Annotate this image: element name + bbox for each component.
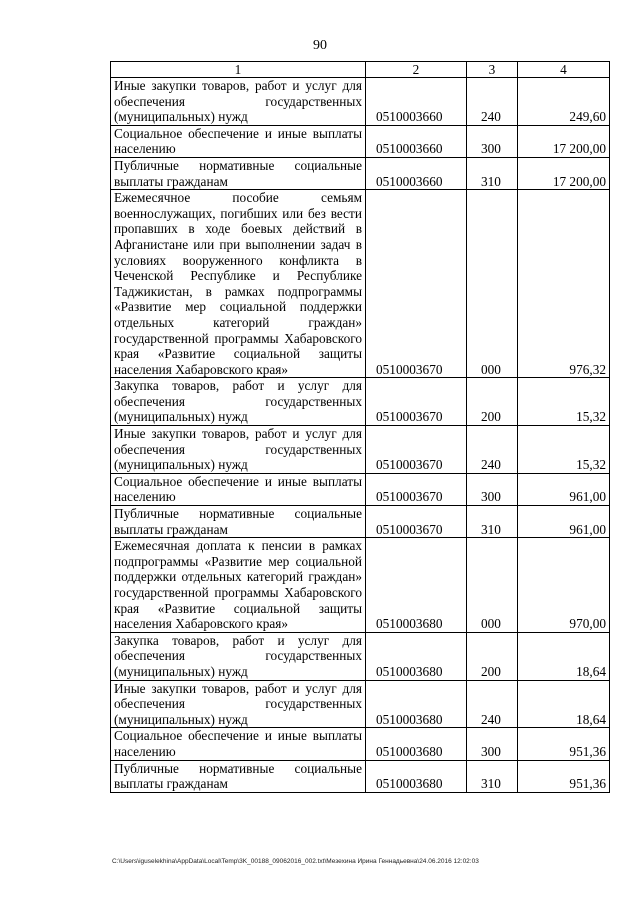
table-row <box>111 473 610 505</box>
row-sum-cell: 961,00 <box>518 506 610 538</box>
row-name-cell: Публичные нормативные социальные выплаты гражданам <box>111 506 366 538</box>
row-type-cell: 240 <box>467 426 518 474</box>
row-type-cell: 200 <box>467 632 518 680</box>
row-sum-cell: 976,32 <box>518 190 610 378</box>
row-sum-cell: 951,36 <box>518 760 610 792</box>
row-name-cell: Иные закупки товаров, работ и услуг для обеспечения государственных (муниципальных) нужд <box>111 426 366 474</box>
row-type-cell: 300 <box>467 125 518 157</box>
row-name-cell: Закупка товаров, работ и услуг для обеспечения государственных (муниципальных) нужд <box>111 632 366 680</box>
row-code-cell: 0510003670 <box>366 473 467 505</box>
header-col-4: 4 <box>518 62 610 78</box>
row-sum-cell: 249,60 <box>518 78 610 126</box>
row-type-cell: 000 <box>467 190 518 378</box>
table-row <box>111 190 610 378</box>
row-sum-cell: 17 200,00 <box>518 125 610 157</box>
header-col-1: 1 <box>111 62 366 78</box>
row-code-cell: 0510003670 <box>366 378 467 426</box>
row-type-cell: 000 <box>467 538 518 633</box>
row-code-cell: 0510003680 <box>366 760 467 792</box>
row-sum-cell: 15,32 <box>518 426 610 474</box>
page-number: 90 <box>313 38 327 53</box>
row-name-cell: Иные закупки товаров, работ и услуг для обеспечения государственных (муниципальных) нужд <box>111 78 366 126</box>
row-type-cell: 240 <box>467 78 518 126</box>
row-code-cell: 0510003660 <box>366 157 467 189</box>
row-type-cell: 310 <box>467 760 518 792</box>
row-name-cell: Социальное обеспечение и иные выплаты населению <box>111 728 366 760</box>
row-code-cell: 0510003660 <box>366 125 467 157</box>
row-name-cell: Закупка товаров, работ и услуг для обеспечения государственных (муниципальных) нужд <box>111 378 366 426</box>
header-col-3: 3 <box>467 62 518 78</box>
table-row <box>111 728 610 760</box>
row-type-cell: 200 <box>467 378 518 426</box>
table-row <box>111 378 610 426</box>
row-type-cell: 300 <box>467 728 518 760</box>
row-sum-cell: 15,32 <box>518 378 610 426</box>
row-sum-cell: 18,64 <box>518 632 610 680</box>
file-path-footer: C:\Users\iguselekhina\AppData\Local\Temp\3K_00188_09062016_002.txt\Мезехина Ирина Геннадьевна\24.06.2016 12:02:03 <box>112 858 479 865</box>
table-row <box>111 680 610 728</box>
row-name-cell: Публичные нормативные социальные выплаты гражданам <box>111 157 366 189</box>
row-code-cell: 0510003680 <box>366 680 467 728</box>
table-row <box>111 125 610 157</box>
row-sum-cell: 18,64 <box>518 680 610 728</box>
row-name-cell: Ежемесячная доплата к пенсии в рамках подпрограммы «Развитие мер социальной поддержки отдельных категорий граждан» государственной программы Хабаровского края «Развитие социальной защиты населения Хабаровского края» <box>111 538 366 633</box>
row-name-cell: Социальное обеспечение и иные выплаты населению <box>111 125 366 157</box>
row-name-cell: Социальное обеспечение и иные выплаты населению <box>111 473 366 505</box>
table-row <box>111 538 610 633</box>
table-header-row <box>111 62 610 78</box>
row-code-cell: 0510003680 <box>366 538 467 633</box>
row-code-cell: 0510003660 <box>366 78 467 126</box>
header-col-2: 2 <box>366 62 467 78</box>
row-sum-cell: 961,00 <box>518 473 610 505</box>
row-sum-cell: 970,00 <box>518 538 610 633</box>
row-type-cell: 240 <box>467 680 518 728</box>
row-name-cell: Иные закупки товаров, работ и услуг для обеспечения государственных (муниципальных) нужд <box>111 680 366 728</box>
table-row <box>111 78 610 126</box>
table-row <box>111 632 610 680</box>
row-sum-cell: 17 200,00 <box>518 157 610 189</box>
row-code-cell: 0510003670 <box>366 506 467 538</box>
budget-table <box>110 61 610 793</box>
row-code-cell: 0510003670 <box>366 426 467 474</box>
table-row <box>111 760 610 792</box>
row-code-cell: 0510003670 <box>366 190 467 378</box>
table-row <box>111 506 610 538</box>
table-row <box>111 157 610 189</box>
row-name-cell: Ежемесячное пособие семьям военнослужащих, погибших или без вести пропавших в ходе боевых действий в Афганистане или при выполнении задач в условиях вооруженного конфликта в Чеченской Республике и Республике Таджикистан, в рамках подпрограммы «Развитие мер социальной поддержки отдельных категорий граждан» государственной программы Хабаровского края «Развитие социальной защиты населения Хабаровского края» <box>111 190 366 378</box>
row-code-cell: 0510003680 <box>366 632 467 680</box>
row-name-cell: Публичные нормативные социальные выплаты гражданам <box>111 760 366 792</box>
row-type-cell: 300 <box>467 473 518 505</box>
row-code-cell: 0510003680 <box>366 728 467 760</box>
row-sum-cell: 951,36 <box>518 728 610 760</box>
table-row <box>111 426 610 474</box>
row-type-cell: 310 <box>467 157 518 189</box>
row-type-cell: 310 <box>467 506 518 538</box>
